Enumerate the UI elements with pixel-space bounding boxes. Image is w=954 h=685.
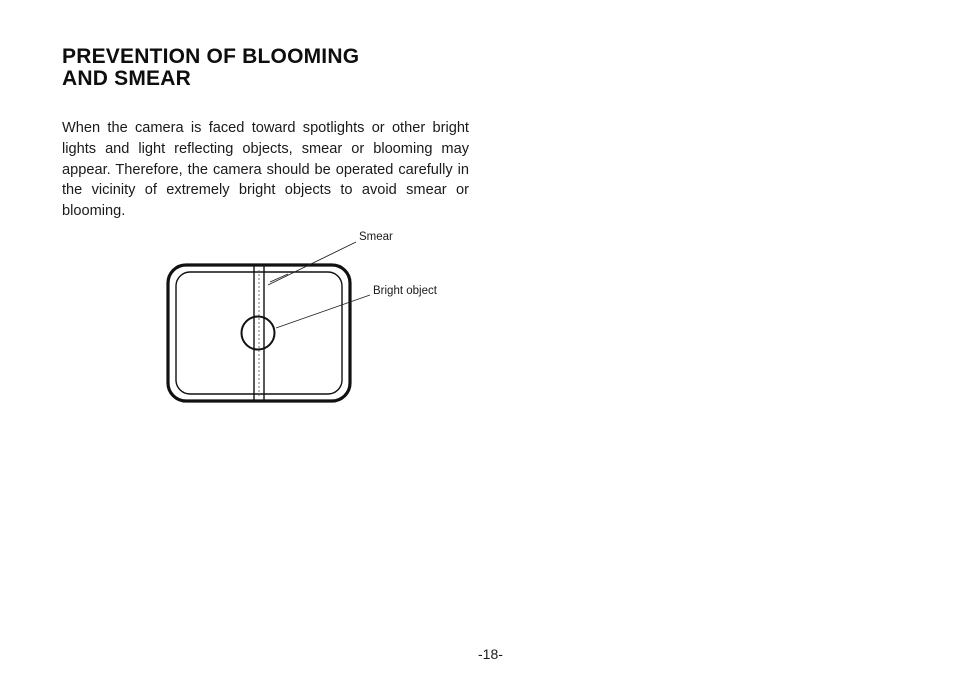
heading-line-2: AND SMEAR (62, 67, 191, 90)
body-paragraph: When the camera is faced toward spotlights or other bright lights and light reflecting objects, smear or blooming may appear. Therefore, the camera should be operated carefully in the vicinity of extremely bright objects to avoid smear or blooming. (62, 120, 469, 220)
heading-line-1: PREVENTION OF BLOOMING (62, 45, 360, 68)
smear-diagram (160, 222, 480, 412)
page-number: -18- (478, 646, 503, 662)
smear-leader-tick (270, 274, 288, 282)
diagram-drawing (160, 222, 480, 412)
bright-object-leader-line (276, 295, 370, 328)
bright-object-label: Bright object (373, 285, 437, 297)
section-heading (62, 46, 482, 90)
bright-object-circle (242, 317, 275, 350)
smear-label: Smear (359, 231, 393, 243)
monitor-frame-outer (168, 265, 350, 401)
